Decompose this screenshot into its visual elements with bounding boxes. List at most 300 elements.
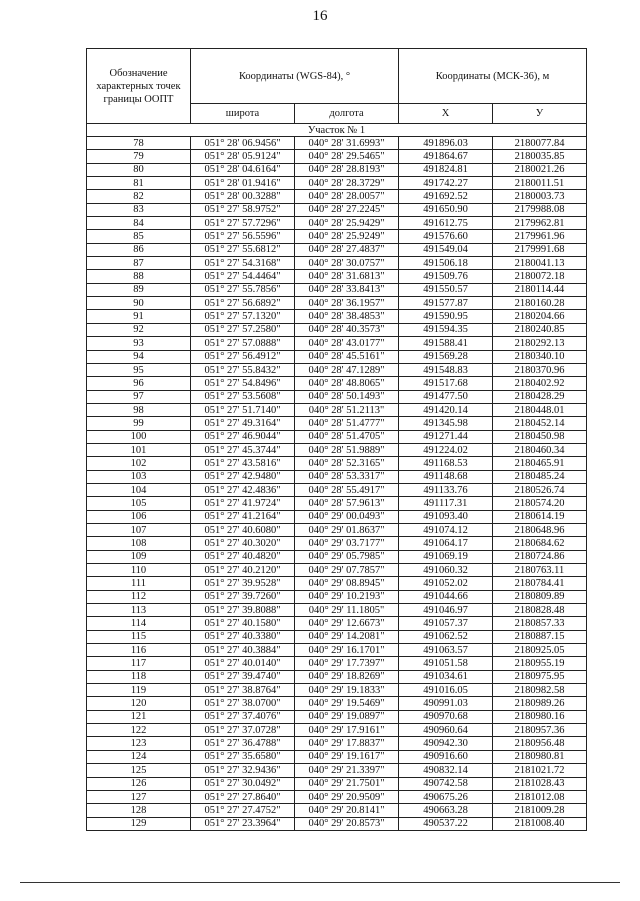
table-row [87,604,587,617]
cell-y: 2180989.26 [493,697,587,710]
cell-longitude: 040° 29' 17.7397" [295,657,399,670]
cell-latitude: 051° 27' 55.7856" [191,283,295,296]
cell-longitude: 040° 28' 43.0177" [295,337,399,350]
cell-x: 491063.57 [399,644,493,657]
cell-y: 2180975.95 [493,670,587,683]
cell-point-number: 126 [87,777,191,790]
cell-point-number: 95 [87,363,191,376]
cell-longitude: 040° 29' 00.0493" [295,510,399,523]
cell-latitude: 051° 27' 42.9480" [191,470,295,483]
cell-latitude: 051° 27' 40.1580" [191,617,295,630]
table-row [87,550,587,563]
table-row [87,790,587,803]
table-row [87,177,587,190]
cell-x: 491060.32 [399,564,493,577]
table-row [87,337,587,350]
cell-point-number: 119 [87,684,191,697]
cell-latitude: 051° 27' 40.0140" [191,657,295,670]
cell-longitude: 040° 28' 55.4917" [295,483,399,496]
cell-longitude: 040° 28' 25.9249" [295,230,399,243]
cell-point-number: 122 [87,724,191,737]
cell-y: 2180370.96 [493,363,587,376]
cell-latitude: 051° 27' 39.7260" [191,590,295,603]
cell-latitude: 051° 27' 45.3744" [191,443,295,456]
cell-point-number: 88 [87,270,191,283]
cell-point-number: 113 [87,604,191,617]
cell-longitude: 040° 29' 08.8945" [295,577,399,590]
cell-x: 491550.57 [399,283,493,296]
cell-x: 491506.18 [399,257,493,270]
cell-point-number: 103 [87,470,191,483]
cell-x: 490991.03 [399,697,493,710]
cell-x: 491062.52 [399,630,493,643]
cell-y: 2179961.96 [493,230,587,243]
cell-point-number: 94 [87,350,191,363]
cell-y: 2180448.01 [493,403,587,416]
cell-y: 2181012.08 [493,790,587,803]
table-row [87,657,587,670]
cell-x: 491074.12 [399,523,493,536]
cell-y: 2180828.48 [493,604,587,617]
cell-longitude: 040° 28' 29.5465" [295,150,399,163]
cell-x: 491133.76 [399,483,493,496]
cell-point-number: 84 [87,217,191,230]
cell-longitude: 040° 28' 48.8065" [295,377,399,390]
table-row [87,270,587,283]
cell-point-number: 124 [87,750,191,763]
cell-latitude: 051° 27' 35.6580" [191,750,295,763]
cell-y: 2180955.19 [493,657,587,670]
cell-y: 2180035.85 [493,150,587,163]
section-title: Участок № 1 [87,124,587,137]
cell-x: 490663.28 [399,804,493,817]
table-row [87,137,587,150]
cell-point-number: 109 [87,550,191,563]
cell-point-number: 86 [87,243,191,256]
cell-point-number: 101 [87,443,191,456]
cell-x: 490970.68 [399,710,493,723]
cell-x: 490537.22 [399,817,493,830]
cell-latitude: 051° 27' 23.3964" [191,817,295,830]
cell-y: 2180450.98 [493,430,587,443]
cell-point-number: 97 [87,390,191,403]
cell-x: 491148.68 [399,470,493,483]
cell-x: 491224.02 [399,443,493,456]
cell-x: 491052.02 [399,577,493,590]
cell-point-number: 81 [87,177,191,190]
cell-x: 491093.40 [399,510,493,523]
cell-y: 2180452.14 [493,417,587,430]
cell-point-number: 99 [87,417,191,430]
header-wgs84-text: Координаты (WGS-84), ° [238,70,351,82]
cell-point-number: 114 [87,617,191,630]
cell-point-number: 129 [87,817,191,830]
subheader-x: X [399,104,493,124]
table-row [87,630,587,643]
cell-latitude: 051° 27' 32.9436" [191,764,295,777]
cell-longitude: 040° 29' 19.1833" [295,684,399,697]
cell-y: 2180956.48 [493,737,587,750]
cell-point-number: 78 [87,137,191,150]
cell-longitude: 040° 28' 28.0057" [295,190,399,203]
cell-longitude: 040° 28' 30.0757" [295,257,399,270]
cell-point-number: 117 [87,657,191,670]
cell-latitude: 051° 28' 00.3288" [191,190,295,203]
cell-point-number: 83 [87,203,191,216]
cell-x: 490742.58 [399,777,493,790]
cell-point-number: 128 [87,804,191,817]
cell-y: 2181021.72 [493,764,587,777]
cell-longitude: 040° 29' 18.8269" [295,670,399,683]
cell-x: 491016.05 [399,684,493,697]
cell-longitude: 040° 28' 27.2245" [295,203,399,216]
cell-x: 491420.14 [399,403,493,416]
cell-y: 2179991.68 [493,243,587,256]
cell-longitude: 040° 29' 07.7857" [295,564,399,577]
table-row [87,750,587,763]
cell-latitude: 051° 27' 54.3168" [191,257,295,270]
cell-y: 2180041.13 [493,257,587,270]
table-row [87,377,587,390]
cell-x: 491549.04 [399,243,493,256]
table-row [87,817,587,830]
cell-point-number: 108 [87,537,191,550]
table-row [87,577,587,590]
cell-y: 2180204.66 [493,310,587,323]
cell-latitude: 051° 27' 30.0492" [191,777,295,790]
cell-point-number: 80 [87,163,191,176]
cell-longitude: 040° 29' 17.8837" [295,737,399,750]
cell-y: 2181009.28 [493,804,587,817]
cell-latitude: 051° 27' 54.4464" [191,270,295,283]
cell-longitude: 040° 28' 51.4777" [295,417,399,430]
table-row [87,443,587,456]
cell-point-number: 98 [87,403,191,416]
cell-longitude: 040° 28' 52.3165" [295,457,399,470]
table-row [87,590,587,603]
cell-x: 491588.41 [399,337,493,350]
cell-latitude: 051° 27' 54.8496" [191,377,295,390]
cell-latitude: 051° 27' 37.0728" [191,724,295,737]
cell-longitude: 040° 29' 21.3397" [295,764,399,777]
cell-longitude: 040° 28' 27.4837" [295,243,399,256]
cell-x: 491168.53 [399,457,493,470]
cell-x: 490916.60 [399,750,493,763]
cell-y: 2181008.40 [493,817,587,830]
cell-latitude: 051° 27' 53.5608" [191,390,295,403]
cell-y: 2180980.81 [493,750,587,763]
cell-longitude: 040° 28' 31.6993" [295,137,399,150]
table-row [87,564,587,577]
cell-latitude: 051° 27' 56.6892" [191,297,295,310]
cell-longitude: 040° 28' 40.3573" [295,323,399,336]
cell-latitude: 051° 28' 06.9456" [191,137,295,150]
cell-x: 491117.31 [399,497,493,510]
cell-y: 2180980.16 [493,710,587,723]
cell-point-number: 120 [87,697,191,710]
cell-y: 2180925.05 [493,644,587,657]
cell-point-number: 82 [87,190,191,203]
cell-longitude: 040° 29' 05.7985" [295,550,399,563]
cell-point-number: 116 [87,644,191,657]
cell-longitude: 040° 28' 51.9889" [295,443,399,456]
cell-y: 2180402.92 [493,377,587,390]
cell-x: 491548.83 [399,363,493,376]
cell-latitude: 051° 27' 39.8088" [191,604,295,617]
table-row [87,537,587,550]
cell-latitude: 051° 28' 04.6164" [191,163,295,176]
cell-x: 490960.64 [399,724,493,737]
cell-longitude: 040° 29' 11.1805" [295,604,399,617]
table-row [87,510,587,523]
cell-longitude: 040° 29' 03.7177" [295,537,399,550]
cell-latitude: 051° 27' 40.3380" [191,630,295,643]
cell-x: 491044.66 [399,590,493,603]
table-row [87,257,587,270]
cell-longitude: 040° 29' 16.1701" [295,644,399,657]
cell-point-number: 118 [87,670,191,683]
header-msk36-text: Координаты (МСК-36), м [435,70,550,82]
table-row [87,323,587,336]
table-row [87,523,587,536]
cell-longitude: 040° 29' 20.9509" [295,790,399,803]
footer-divider [20,882,620,883]
table-row [87,483,587,496]
cell-latitude: 051° 27' 36.4788" [191,737,295,750]
cell-point-number: 79 [87,150,191,163]
cell-longitude: 040° 29' 12.6673" [295,617,399,630]
cell-y: 2180011.51 [493,177,587,190]
cell-y: 2180292.13 [493,337,587,350]
cell-latitude: 051° 27' 40.3020" [191,537,295,550]
cell-x: 491864.67 [399,150,493,163]
table-row [87,684,587,697]
table-row [87,470,587,483]
cell-y: 2180021.26 [493,163,587,176]
cell-x: 491509.76 [399,270,493,283]
cell-y: 2180526.74 [493,483,587,496]
cell-y: 2181028.43 [493,777,587,790]
cell-x: 491692.52 [399,190,493,203]
table-row [87,497,587,510]
cell-x: 491590.95 [399,310,493,323]
cell-y: 2180460.34 [493,443,587,456]
table-row [87,724,587,737]
cell-point-number: 100 [87,430,191,443]
cell-point-number: 127 [87,790,191,803]
table-row [87,457,587,470]
cell-latitude: 051° 27' 56.5596" [191,230,295,243]
cell-longitude: 040° 28' 38.4853" [295,310,399,323]
cell-latitude: 051° 27' 27.4752" [191,804,295,817]
cell-point-number: 105 [87,497,191,510]
header-msk36 [399,49,587,104]
subheader-y: У [493,104,587,124]
table-row [87,430,587,443]
cell-point-number: 90 [87,297,191,310]
table-row [87,230,587,243]
cell-x: 490675.26 [399,790,493,803]
cell-point-number: 89 [87,283,191,296]
table-row [87,644,587,657]
cell-y: 2180887.15 [493,630,587,643]
cell-y: 2180809.89 [493,590,587,603]
cell-x: 491896.03 [399,137,493,150]
table-row [87,163,587,176]
cell-latitude: 051° 27' 56.4912" [191,350,295,363]
cell-y: 2180240.85 [493,323,587,336]
cell-point-number: 93 [87,337,191,350]
cell-point-number: 111 [87,577,191,590]
cell-point-number: 110 [87,564,191,577]
cell-point-number: 85 [87,230,191,243]
cell-y: 2180784.41 [493,577,587,590]
cell-latitude: 051° 27' 42.4836" [191,483,295,496]
table-row [87,297,587,310]
cell-x: 490942.30 [399,737,493,750]
table-row [87,310,587,323]
cell-point-number: 107 [87,523,191,536]
cell-latitude: 051° 27' 55.8432" [191,363,295,376]
table-row [87,190,587,203]
cell-longitude: 040° 29' 19.0897" [295,710,399,723]
cell-x: 491577.87 [399,297,493,310]
cell-x: 491034.61 [399,670,493,683]
cell-longitude: 040° 28' 53.3317" [295,470,399,483]
cell-latitude: 051° 27' 55.6812" [191,243,295,256]
cell-latitude: 051° 27' 39.4740" [191,670,295,683]
table-row [87,363,587,376]
cell-x: 491517.68 [399,377,493,390]
cell-latitude: 051° 27' 40.6080" [191,523,295,536]
header-wgs84 [191,49,399,104]
cell-x: 491569.28 [399,350,493,363]
cell-latitude: 051° 28' 05.9124" [191,150,295,163]
cell-y: 2180072.18 [493,270,587,283]
subheader-longitude: долгота [295,104,399,124]
cell-latitude: 051° 27' 57.0888" [191,337,295,350]
cell-x: 491477.50 [399,390,493,403]
cell-point-number: 123 [87,737,191,750]
table-row [87,350,587,363]
cell-point-number: 102 [87,457,191,470]
cell-y: 2180857.33 [493,617,587,630]
cell-longitude: 040° 29' 21.7501" [295,777,399,790]
cell-y: 2180684.62 [493,537,587,550]
table-row [87,217,587,230]
cell-y: 2180957.36 [493,724,587,737]
table-row [87,150,587,163]
table-row [87,670,587,683]
table-row [87,617,587,630]
subheader-latitude: широта [191,104,295,124]
cell-y: 2180077.84 [493,137,587,150]
cell-longitude: 040° 29' 19.1617" [295,750,399,763]
cell-y: 2180724.86 [493,550,587,563]
table-row [87,777,587,790]
cell-latitude: 051° 27' 46.9044" [191,430,295,443]
cell-y: 2180114.44 [493,283,587,296]
cell-longitude: 040° 29' 20.8141" [295,804,399,817]
cell-longitude: 040° 28' 28.3729" [295,177,399,190]
cell-latitude: 051° 27' 39.9528" [191,577,295,590]
cell-point-number: 106 [87,510,191,523]
cell-latitude: 051° 27' 27.8640" [191,790,295,803]
header-point-designation-text: Обозначение характерных точек границы ООПТ [96,67,181,105]
cell-latitude: 051° 27' 38.0700" [191,697,295,710]
cell-y: 2180160.28 [493,297,587,310]
table-row [87,403,587,416]
cell-longitude: 040° 28' 31.6813" [295,270,399,283]
cell-point-number: 112 [87,590,191,603]
cell-longitude: 040° 29' 19.5469" [295,697,399,710]
cell-longitude: 040° 28' 33.8413" [295,283,399,296]
table-row [87,764,587,777]
cell-point-number: 125 [87,764,191,777]
cell-y: 2179988.08 [493,203,587,216]
cell-x: 491345.98 [399,417,493,430]
coordinates-table [86,48,587,831]
cell-y: 2180003.73 [493,190,587,203]
cell-y: 2180763.11 [493,564,587,577]
cell-x: 490832.14 [399,764,493,777]
cell-x: 491046.97 [399,604,493,617]
cell-x: 491271.44 [399,430,493,443]
cell-longitude: 040° 28' 57.9613" [295,497,399,510]
cell-y: 2180614.19 [493,510,587,523]
cell-x: 491069.19 [399,550,493,563]
cell-x: 491576.60 [399,230,493,243]
cell-x: 491064.17 [399,537,493,550]
cell-longitude: 040° 28' 36.1957" [295,297,399,310]
cell-longitude: 040° 28' 45.5161" [295,350,399,363]
cell-y: 2180465.91 [493,457,587,470]
cell-point-number: 96 [87,377,191,390]
cell-x: 491650.90 [399,203,493,216]
cell-longitude: 040° 29' 20.8573" [295,817,399,830]
cell-longitude: 040° 29' 14.2081" [295,630,399,643]
cell-longitude: 040° 29' 01.8637" [295,523,399,536]
cell-longitude: 040° 28' 51.4705" [295,430,399,443]
cell-longitude: 040° 28' 50.1493" [295,390,399,403]
table-row [87,390,587,403]
cell-latitude: 051° 27' 57.2580" [191,323,295,336]
cell-point-number: 104 [87,483,191,496]
cell-point-number: 115 [87,630,191,643]
table-row [87,243,587,256]
table-row [87,697,587,710]
page-number: 16 [312,8,328,24]
cell-latitude: 051° 27' 49.3164" [191,417,295,430]
cell-latitude: 051° 27' 58.9752" [191,203,295,216]
cell-y: 2180648.96 [493,523,587,536]
cell-x: 491057.37 [399,617,493,630]
cell-y: 2179962.81 [493,217,587,230]
cell-latitude: 051° 27' 38.8764" [191,684,295,697]
cell-x: 491742.27 [399,177,493,190]
cell-x: 491051.58 [399,657,493,670]
cell-y: 2180574.20 [493,497,587,510]
table-row [87,283,587,296]
cell-y: 2180485.24 [493,470,587,483]
cell-longitude: 040° 29' 17.9161" [295,724,399,737]
cell-longitude: 040° 28' 28.8193" [295,163,399,176]
cell-x: 491612.75 [399,217,493,230]
cell-longitude: 040° 28' 51.2113" [295,403,399,416]
cell-latitude: 051° 27' 40.4820" [191,550,295,563]
table-row [87,417,587,430]
cell-x: 491824.81 [399,163,493,176]
